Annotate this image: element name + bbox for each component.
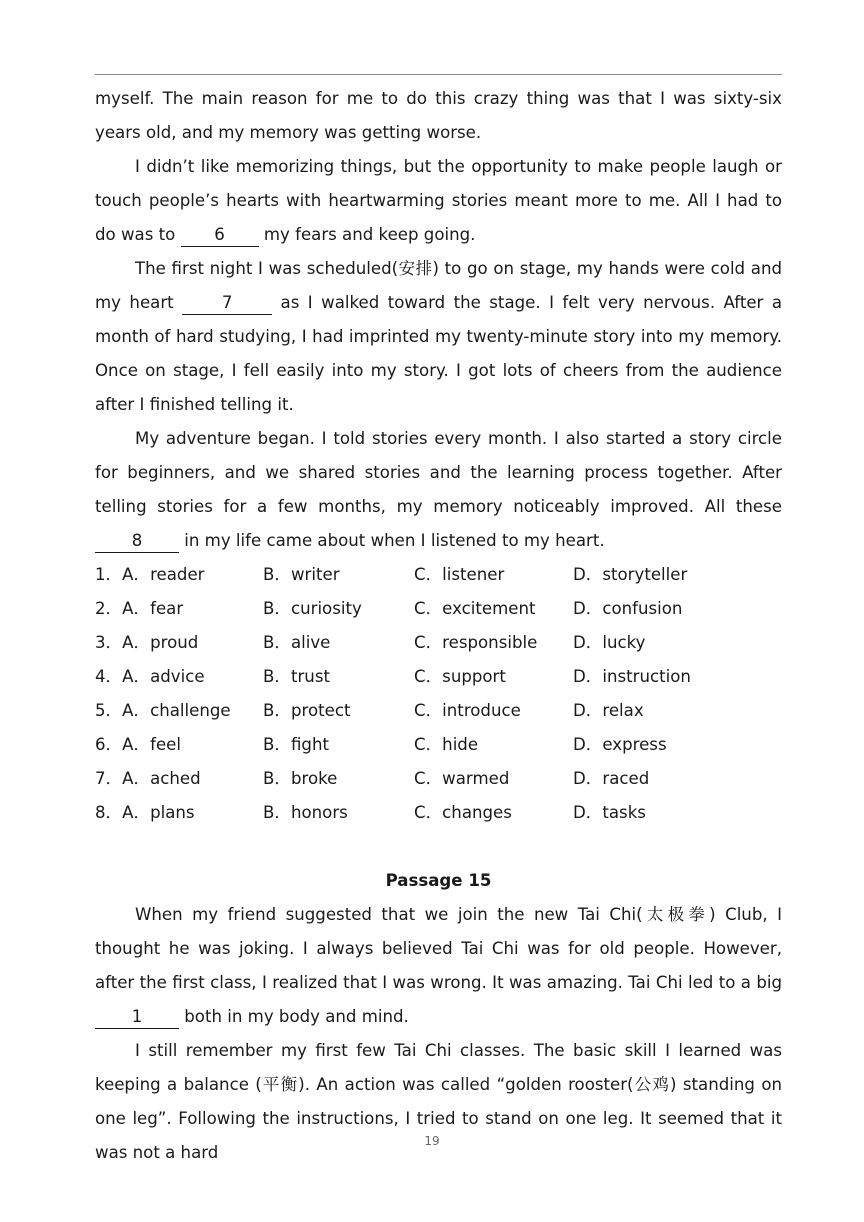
option-d: D．confusion	[573, 599, 683, 618]
option-c: C．hide	[414, 735, 479, 754]
blank-8: 8	[95, 530, 179, 553]
option-row	[95, 626, 782, 660]
option-row	[95, 694, 782, 728]
option-a: 2．A．fear	[95, 599, 184, 618]
option-d: D．tasks	[573, 803, 646, 822]
option-b: B．protect	[263, 701, 351, 720]
text-run: My adventure began. I told stories every month. I also started a story circle for beginners, and we shared stories and the learning process together. After telling stories for a few months, my memory noticeably improved. All these	[95, 429, 782, 516]
option-a: 7．A．ached	[95, 769, 201, 788]
text-run: The first night I was scheduled(安排) to go on stage, my hands were cold and my heart	[95, 259, 782, 312]
option-row	[95, 728, 782, 762]
option-d: D．relax	[573, 701, 644, 720]
text-run: my fears and keep going.	[258, 225, 476, 244]
option-b: B．curiosity	[263, 599, 362, 618]
option-row	[95, 796, 782, 830]
paragraph	[95, 422, 782, 558]
option-row	[95, 762, 782, 796]
option-a: 6．A．feel	[95, 735, 181, 754]
passage-title: Passage 15	[385, 871, 492, 890]
paragraph	[95, 252, 782, 422]
paragraph	[95, 150, 782, 252]
option-c: C．support	[414, 667, 506, 686]
option-b: B．writer	[263, 565, 340, 584]
option-c: C．changes	[414, 803, 512, 822]
text-run: both in my body and mind.	[179, 1007, 409, 1026]
blank-6: 6	[181, 224, 259, 247]
options-list	[95, 558, 782, 830]
option-a: 5．A．challenge	[95, 701, 231, 720]
option-d: D．storyteller	[573, 565, 688, 584]
text-run: When my friend suggested that we join the new Tai Chi(太极拳) Club, I thought he was joking. I always believed Tai Chi was for old people. However, after the first class, I realized that I was wrong. It was amazing. Tai Chi led to a big	[95, 905, 782, 992]
option-row	[95, 592, 782, 626]
text-run: as I walked toward the stage. I felt very nervous. After a month of hard studying, I had imprinted my twenty-minute story into my memory. Once on stage, I fell easily into my story. I got lots of cheers from the audience after I finished telling it.	[95, 293, 782, 414]
option-c: C．excitement	[414, 599, 536, 618]
option-b: B．broke	[263, 769, 338, 788]
option-a: 8．A．plans	[95, 803, 195, 822]
header-rule	[95, 74, 782, 75]
paragraph: myself. The main reason for me to do this crazy thing was that I was sixty-six years old, and my memory was getting worse.	[95, 89, 782, 142]
option-a: 1．A．reader	[95, 565, 205, 584]
option-b: B．fight	[263, 735, 329, 754]
option-a: 3．A．proud	[95, 633, 199, 652]
page-content	[95, 82, 782, 1170]
text-run: in my life came about when I listened to my heart.	[179, 531, 605, 550]
option-c: C．warmed	[414, 769, 510, 788]
text-run: I didn’t like memorizing things, but the opportunity to make people laugh or touch people’s hearts with heartwarming stories meant more to me. All I had to do was to	[95, 157, 782, 244]
option-d: D．instruction	[573, 667, 691, 686]
option-d: D．lucky	[573, 633, 646, 652]
option-d: D．express	[573, 735, 667, 754]
option-b: B．alive	[263, 633, 331, 652]
option-c: C．responsible	[414, 633, 538, 652]
option-d: D．raced	[573, 769, 650, 788]
paragraph: I still remember my first few Tai Chi classes. The basic skill I learned was keeping a balance (平衡). An action was called “golden rooster(公鸡) standing on one leg”. Following the instructions, I tried to stand on one leg. It seemed that it was not a hard	[95, 1041, 782, 1162]
option-row	[95, 558, 782, 592]
page-number: 19	[424, 1134, 440, 1148]
blank-1: 1	[95, 1006, 179, 1029]
option-c: C．listener	[414, 565, 505, 584]
option-row	[95, 660, 782, 694]
option-a: 4．A．advice	[95, 667, 205, 686]
option-c: C．introduce	[414, 701, 521, 720]
blank-7: 7	[182, 292, 272, 315]
option-b: B．trust	[263, 667, 330, 686]
paragraph	[95, 898, 782, 1034]
option-b: B．honors	[263, 803, 348, 822]
